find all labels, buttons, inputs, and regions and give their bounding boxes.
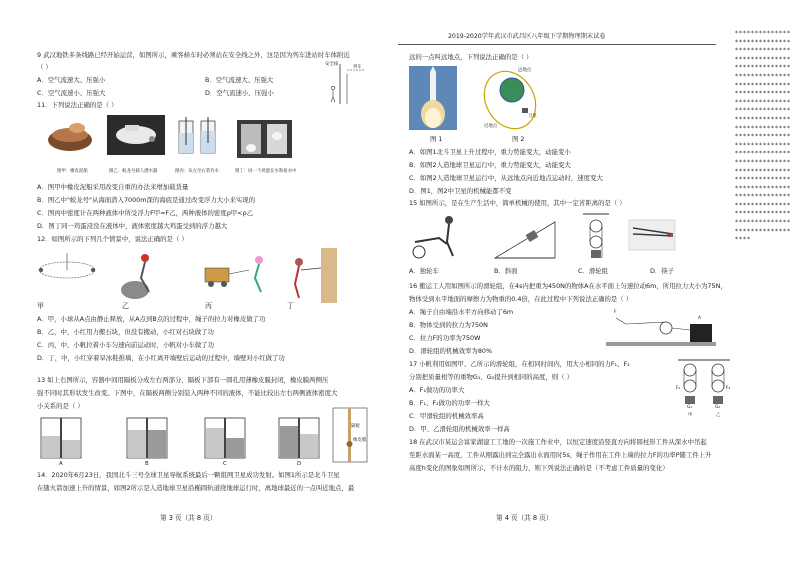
q9-option-b: B．空气流速大、压强大 <box>205 76 274 84</box>
q12-label-ding: 丁 <box>287 302 294 310</box>
q14-stem-line1: 14．2020年6月23日，我国北斗三号全球卫星导航系统最后一颗组网卫星成功发射。如图1所示是北斗卫星 <box>37 471 340 479</box>
q17-option-b: B．F₁、F₂做功的功率一样大 <box>409 399 490 407</box>
q11-option-a: A．图甲中橡皮泥船采用改变自重的办法来增加载货量 <box>37 183 189 191</box>
q13-label-membrane: 橡皮膜 <box>353 438 367 443</box>
q14-option-a: A．如图1北斗卫星上升过程中，重力势能变大，动能变小 <box>409 148 571 156</box>
q15-figures <box>409 212 679 262</box>
q17-pulleys-drawing <box>676 358 732 420</box>
header-rule <box>398 44 716 45</box>
q17-label-g1: G₁ <box>687 405 693 410</box>
q16-figure <box>606 306 716 350</box>
q16-stem-line2: 物体受到水平地面的摩擦力为物重的0.4倍，在此过程中下列说法正确的是（ ） <box>409 295 633 303</box>
left-footer: 第 3 页（共 8 页） <box>160 514 217 522</box>
q15-option-a: A．独轮车 <box>409 267 439 275</box>
q11-figures <box>37 115 297 180</box>
q16-stem-line1: 16 搬运工人用如图所示的滑轮组，在4s内把重为450N的物体A在水平面上匀速拉动6m，所用拉力大小为75N， <box>409 282 727 290</box>
q14-option-d: D．图1，图2中卫星的机械能都不变 <box>409 187 512 195</box>
q15-option-d: D．筷子 <box>650 267 675 275</box>
q16-label-f: F <box>614 310 617 315</box>
q16-option-a: A．绳子自由端沿水平方向移动了6m <box>409 308 514 316</box>
q9-fig-label-safety: 安全线 <box>325 62 339 67</box>
q13-figures <box>37 414 367 472</box>
q15-option-b: B．斜面 <box>494 267 518 275</box>
q11-submarine-drawing <box>107 115 165 155</box>
q12-figures <box>37 248 337 310</box>
q17-label-g2: G₂ <box>715 405 721 410</box>
q16-label-a: A <box>698 316 702 321</box>
q11-caption-jia: 图甲：橡皮泥船 <box>57 169 88 174</box>
q12-label-jia: 甲 <box>37 302 44 310</box>
q9-stem-line1: 9 武汉地铁多条线路已经开始运营，如图所示，乘客候车时必须站在安全线之外，这是因为列车进站时车体附近 <box>37 51 350 59</box>
q15-machines-drawing <box>409 212 679 262</box>
q11-option-c: C．图丙中密度计在两种液体中所受浮力F甲=F乙，两种液体的密度ρ甲<ρ乙 <box>37 209 253 217</box>
q11-caption-bing: 图丙：从左至右装有水 <box>175 169 219 174</box>
q11-caption-yi: 图乙：蛟龙号载人潜水器 <box>109 169 158 174</box>
q12-option-d: D．丁，中，小红穿着旱冰鞋推墙，在小红离开墙壁后运动的过程中，墙壁对小红做了功 <box>37 354 285 362</box>
q18-stem-line3: 高度h变化的图象如图所示，不计水的阻力，则下列说法正确的是（不考虑工件质量的变化） <box>409 464 669 472</box>
q9-option-d: D．空气流速小、压强小 <box>205 89 274 97</box>
q11-submarine-image <box>107 115 165 155</box>
q13-option-a: A <box>59 461 63 467</box>
q14-label-apogee: 远地点 <box>518 68 532 73</box>
q11-option-d: D．图丁同一鸡蛋浸没在液体中，液体密度越大鸡蛋受到的浮力越大 <box>37 222 228 230</box>
q11-stem: 11．下列说法正确的是（ ） <box>37 101 118 109</box>
q16-pulley-drawing <box>606 306 716 350</box>
q11-egg-drawing <box>237 120 292 158</box>
q13-option-c: C <box>223 461 227 467</box>
q17-label-f2: F₂ <box>726 386 731 391</box>
page-header: 2019-2020学年武汉市武昌区八年级下学期物理期末试卷 <box>448 33 606 40</box>
right-footer: 第 4 页（共 8 页） <box>496 514 553 522</box>
q13-option-b: B <box>145 461 149 467</box>
q12-figure-drawing <box>37 248 337 303</box>
q14-orbit-figure <box>474 64 544 136</box>
q14-option-b: B．如图2人造地球卫星运行中，重力势能变大，动能变大 <box>409 161 571 169</box>
q12-option-b: B．乙，中，小红用力搬石块，但没有搬动，小红对石块做了功 <box>37 328 214 336</box>
q17-option-c: C．甲滑轮组的机械效率高 <box>409 412 484 420</box>
q12-option-c: C．丙，中，小帆拉着小车匀速向前运动时，小帆对小车做了功 <box>37 341 215 349</box>
q13-option-d: D <box>297 461 302 467</box>
q11-caption-ding: 图丁：同一个鸡蛋在水和盐水中 <box>235 169 297 174</box>
q13-stem-line3: 小关系的是（ ） <box>37 402 84 410</box>
q17-label-f1: F₁ <box>676 386 681 391</box>
q15-option-c: C．滑轮组 <box>578 267 609 275</box>
q11-option-b: B．图乙中"蛟龙号"从海面潜入7000m深的海底是通过改变浮力大小来实现的 <box>37 196 256 204</box>
q12-label-yi: 乙 <box>122 302 129 310</box>
q14-label-satellite: 卫星 <box>528 114 537 119</box>
q14-fig1-label: 图 1 <box>430 135 443 143</box>
q17-stem-line2: 分别把质量相等的重物G₁、G₂提升到相同的高度，则（ ） <box>409 373 574 381</box>
q14-label-perigee: 近地点 <box>484 124 498 129</box>
star-border: **************************************************************************************************************************************************************************************************************************************************************************************************************************************************** <box>735 30 791 244</box>
q13-stem-line2: 强不同时其形状发生改变。下图中，在隔板两侧分别装入两种不同的液体，不能比较出左右两侧液体密度大 <box>37 389 338 397</box>
q17-label-yi: 乙 <box>716 413 721 418</box>
q17-label-jia: 甲 <box>688 413 693 418</box>
q9-option-c: C．空气流速小、压强大 <box>37 89 106 97</box>
q16-option-c: C．拉力F的功率为750W <box>409 334 481 342</box>
q16-option-d: D．滑轮组的机械效率为80% <box>409 347 493 355</box>
q12-stem: 12．如图所示的下列几个情景中，说法正确的是（ ） <box>37 235 188 243</box>
q13-stem-line1: 13 如上右图所示，容器中间用隔板分成左右两部分，隔板下部有一圆孔用薄橡皮膜封闭，橡皮膜两侧压 <box>37 376 329 384</box>
q16-option-b: B．物体受到的拉力为750N <box>409 321 488 329</box>
q12-option-a: A．甲，小球从A点由静止释放，从A点到B点的过程中，绳子的拉力对橡皮做了功 <box>37 315 266 323</box>
q13-label-partition: 隔板 <box>351 424 360 429</box>
q17-option-a: A．F₁做功的功率大 <box>409 386 465 394</box>
q14-stem-line3: 远的一点叫远地点，下列说法正确的是（ ） <box>409 53 533 61</box>
q14-stem-line2: 在随火箭加速上升的情景，如图2所示是人造地球卫星沿椭圆轨道绕地球运行时，离地球最近的一点叫近地点，最 <box>37 484 355 492</box>
q14-fig2-label: 图 2 <box>512 135 525 143</box>
q11-densimeter-drawing <box>175 115 235 160</box>
q9-fig-label-train: 列车 <box>353 65 362 70</box>
q14-option-c: C．如图2人造地球卫星运行中，从远地点向近地点运动时，速度变大 <box>409 174 603 182</box>
q18-stem-line1: 18 在武汉市某运会富家湖建工工地的一次施工作业中，以恒定速度沿竖直方向将圆柱形工件从深水中吊起 <box>409 438 707 446</box>
q17-stem-line1: 17 小帆利用如图甲、乙所示的滑轮组，在相同时间内，用大小相同的力F₁、F₂ <box>409 360 630 368</box>
q14-rocket-drawing <box>409 66 457 130</box>
q9-option-a: A．空气流速大、压强小 <box>37 76 106 84</box>
q15-stem: 15 如图所示，是在生产生活中，简单机械的使用，其中一定省距离的是（ ） <box>409 199 626 207</box>
q14-rocket-image <box>409 66 457 130</box>
q13-containers-drawing <box>37 414 367 472</box>
q11-boat-image <box>42 115 102 155</box>
q11-egg-image <box>237 120 292 158</box>
q18-stem-line2: 至距水面某一高度，工件从刚露出到完全露出水面用时5s，绳子作用在工件上端的拉力F的功率P随工件上升 <box>409 451 712 459</box>
q17-option-d: D．甲、乙滑轮组的机械效率一样高 <box>409 425 510 433</box>
q17-figure <box>676 358 732 420</box>
q12-label-bing: 丙 <box>205 302 212 310</box>
q9-stem-line2: （ ） <box>37 63 52 71</box>
q9-figure <box>325 60 370 105</box>
